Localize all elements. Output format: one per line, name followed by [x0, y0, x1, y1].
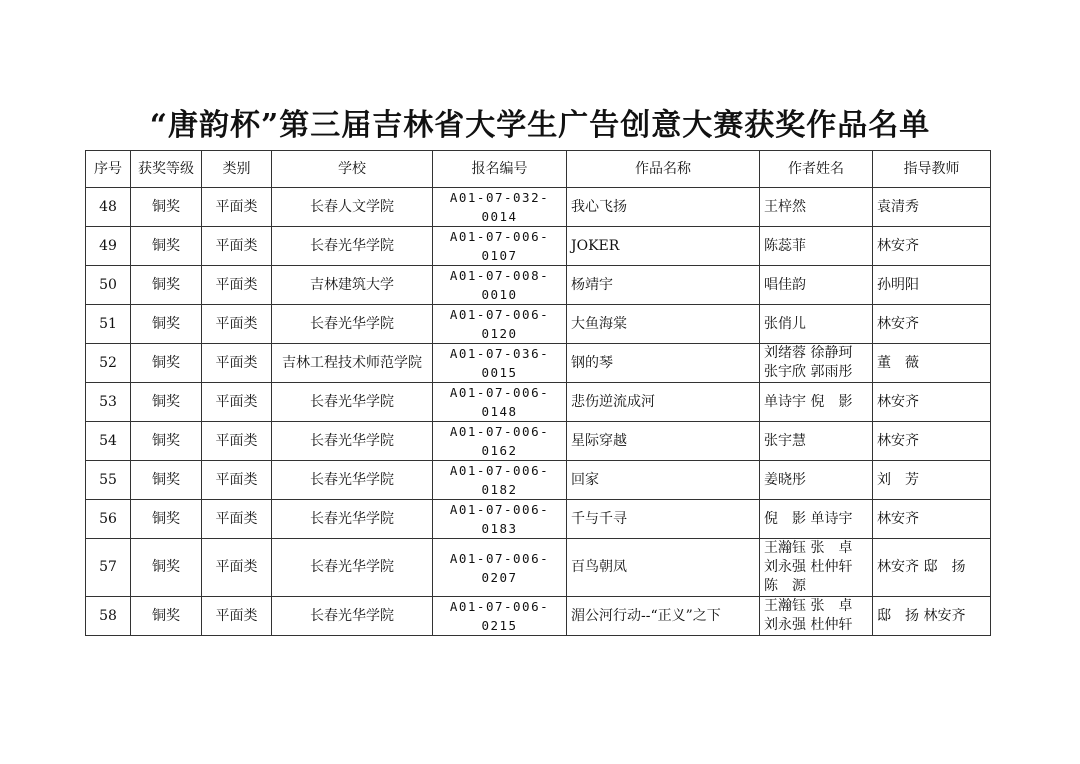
cell-authors — [760, 383, 873, 422]
cell-level: 铜奖 — [131, 227, 202, 266]
cell-no: 49 — [86, 227, 131, 266]
cell-school: 长春光华学院 — [272, 597, 433, 636]
cell-authors — [760, 422, 873, 461]
cell-category: 平面类 — [202, 266, 272, 305]
cell-category: 平面类 — [202, 383, 272, 422]
cell-teacher: 孙明阳 — [873, 266, 991, 305]
cell-work: 湄公河行动--“正义”之下 — [567, 597, 760, 636]
cell-level: 铜奖 — [131, 461, 202, 500]
table-row — [86, 266, 991, 305]
cell-no: 55 — [86, 461, 131, 500]
cell-no: 58 — [86, 597, 131, 636]
cell-level: 铜奖 — [131, 344, 202, 383]
author-name: 王梓然 — [764, 198, 806, 215]
table-row — [86, 305, 991, 344]
author-name: 张宇慧 — [764, 432, 806, 449]
cell-category: 平面类 — [202, 422, 272, 461]
author-name: 倪 影 单诗宇 — [764, 510, 853, 527]
author-name: 陈 源 — [764, 578, 806, 594]
cell-work: JOKER — [567, 227, 760, 266]
cell-category: 平面类 — [202, 539, 272, 597]
cell-category: 平面类 — [202, 227, 272, 266]
table-row — [86, 461, 991, 500]
cell-code: A01-07-006-0107 — [433, 227, 567, 266]
cell-code: A01-07-006-0120 — [433, 305, 567, 344]
cell-level: 铜奖 — [131, 500, 202, 539]
table-row — [86, 597, 991, 636]
cell-code: A01-07-006-0182 — [433, 461, 567, 500]
cell-teacher: 林安齐 邸 扬 — [873, 539, 991, 597]
cell-teacher: 邸 扬 林安齐 — [873, 597, 991, 636]
table-row — [86, 500, 991, 539]
cell-no: 52 — [86, 344, 131, 383]
cell-authors — [760, 597, 873, 636]
author-name: 王瀚钰 张 卓 — [764, 598, 853, 614]
cell-level: 铜奖 — [131, 539, 202, 597]
cell-level: 铜奖 — [131, 266, 202, 305]
cell-category: 平面类 — [202, 305, 272, 344]
cell-code: A01-07-006-0148 — [433, 383, 567, 422]
header-school: 学校 — [272, 151, 433, 188]
cell-code: A01-07-006-0207 — [433, 539, 567, 597]
author-name: 张俏儿 — [764, 315, 806, 332]
cell-school: 长春光华学院 — [272, 227, 433, 266]
header-teacher: 指导教师 — [873, 151, 991, 188]
cell-level: 铜奖 — [131, 383, 202, 422]
document-title: “唐韵杯”第三届吉林省大学生广告创意大赛获奖作品名单 — [149, 108, 931, 143]
cell-teacher: 董 薇 — [873, 344, 991, 383]
cell-authors — [760, 266, 873, 305]
cell-authors — [760, 188, 873, 227]
cell-work: 杨靖宇 — [567, 266, 760, 305]
cell-no: 56 — [86, 500, 131, 539]
author-name: 王瀚钰 张 卓 — [764, 540, 853, 556]
cell-code: A01-07-008-0010 — [433, 266, 567, 305]
header-no: 序号 — [86, 151, 131, 188]
cell-no: 48 — [86, 188, 131, 227]
cell-teacher: 林安齐 — [873, 227, 991, 266]
cell-category: 平面类 — [202, 461, 272, 500]
awards-table — [85, 150, 991, 636]
cell-no: 53 — [86, 383, 131, 422]
author-name: 刘绪蓉 徐静珂 — [764, 345, 853, 361]
cell-school: 吉林工程技术师范学院 — [272, 344, 433, 383]
cell-category: 平面类 — [202, 597, 272, 636]
cell-no: 51 — [86, 305, 131, 344]
cell-school: 长春光华学院 — [272, 422, 433, 461]
cell-level: 铜奖 — [131, 422, 202, 461]
table-row — [86, 539, 991, 597]
cell-no: 50 — [86, 266, 131, 305]
cell-teacher: 林安齐 — [873, 422, 991, 461]
cell-code: A01-07-006-0215 — [433, 597, 567, 636]
cell-category: 平面类 — [202, 344, 272, 383]
author-name: 刘永强 杜仲轩 — [764, 559, 853, 575]
cell-school: 吉林建筑大学 — [272, 266, 433, 305]
cell-school: 长春光华学院 — [272, 305, 433, 344]
cell-category: 平面类 — [202, 188, 272, 227]
header-authors: 作者姓名 — [760, 151, 873, 188]
cell-teacher: 林安齐 — [873, 500, 991, 539]
cell-authors — [760, 227, 873, 266]
cell-authors — [760, 344, 873, 383]
header-work: 作品名称 — [567, 151, 760, 188]
cell-teacher: 刘 芳 — [873, 461, 991, 500]
table-row — [86, 344, 991, 383]
author-name: 姜晓彤 — [764, 471, 806, 488]
table-row — [86, 422, 991, 461]
cell-authors — [760, 500, 873, 539]
cell-authors — [760, 461, 873, 500]
cell-level: 铜奖 — [131, 305, 202, 344]
cell-code: A01-07-006-0162 — [433, 422, 567, 461]
author-name: 张宇欣 郭雨彤 — [764, 364, 853, 380]
cell-school: 长春光华学院 — [272, 500, 433, 539]
cell-school: 长春光华学院 — [272, 383, 433, 422]
cell-no: 57 — [86, 539, 131, 597]
cell-teacher: 袁清秀 — [873, 188, 991, 227]
cell-authors — [760, 305, 873, 344]
cell-work: 我心飞扬 — [567, 188, 760, 227]
header-code: 报名编号 — [433, 151, 567, 188]
cell-school: 长春光华学院 — [272, 539, 433, 597]
cell-code: A01-07-032-0014 — [433, 188, 567, 227]
cell-work: 大鱼海棠 — [567, 305, 760, 344]
cell-authors — [760, 539, 873, 597]
author-name: 陈蕊菲 — [764, 237, 806, 254]
cell-teacher: 林安齐 — [873, 305, 991, 344]
cell-school: 长春光华学院 — [272, 461, 433, 500]
cell-level: 铜奖 — [131, 188, 202, 227]
cell-code: A01-07-036-0015 — [433, 344, 567, 383]
header-category: 类别 — [202, 151, 272, 188]
header-level: 获奖等级 — [131, 151, 202, 188]
cell-school: 长春人文学院 — [272, 188, 433, 227]
cell-level: 铜奖 — [131, 597, 202, 636]
table-row — [86, 227, 991, 266]
table-row — [86, 188, 991, 227]
table-header-row — [86, 151, 991, 188]
cell-work: 钢的琴 — [567, 344, 760, 383]
cell-no: 54 — [86, 422, 131, 461]
cell-work: 星际穿越 — [567, 422, 760, 461]
cell-work: 回家 — [567, 461, 760, 500]
author-name: 唱佳韵 — [764, 276, 806, 293]
cell-code: A01-07-006-0183 — [433, 500, 567, 539]
cell-work: 千与千寻 — [567, 500, 760, 539]
cell-work: 百鸟朝凤 — [567, 539, 760, 597]
cell-work: 悲伤逆流成河 — [567, 383, 760, 422]
author-name: 单诗宇 倪 影 — [764, 393, 853, 410]
table-row — [86, 383, 991, 422]
author-name: 刘永强 杜仲轩 — [764, 617, 853, 633]
cell-teacher: 林安齐 — [873, 383, 991, 422]
cell-category: 平面类 — [202, 500, 272, 539]
